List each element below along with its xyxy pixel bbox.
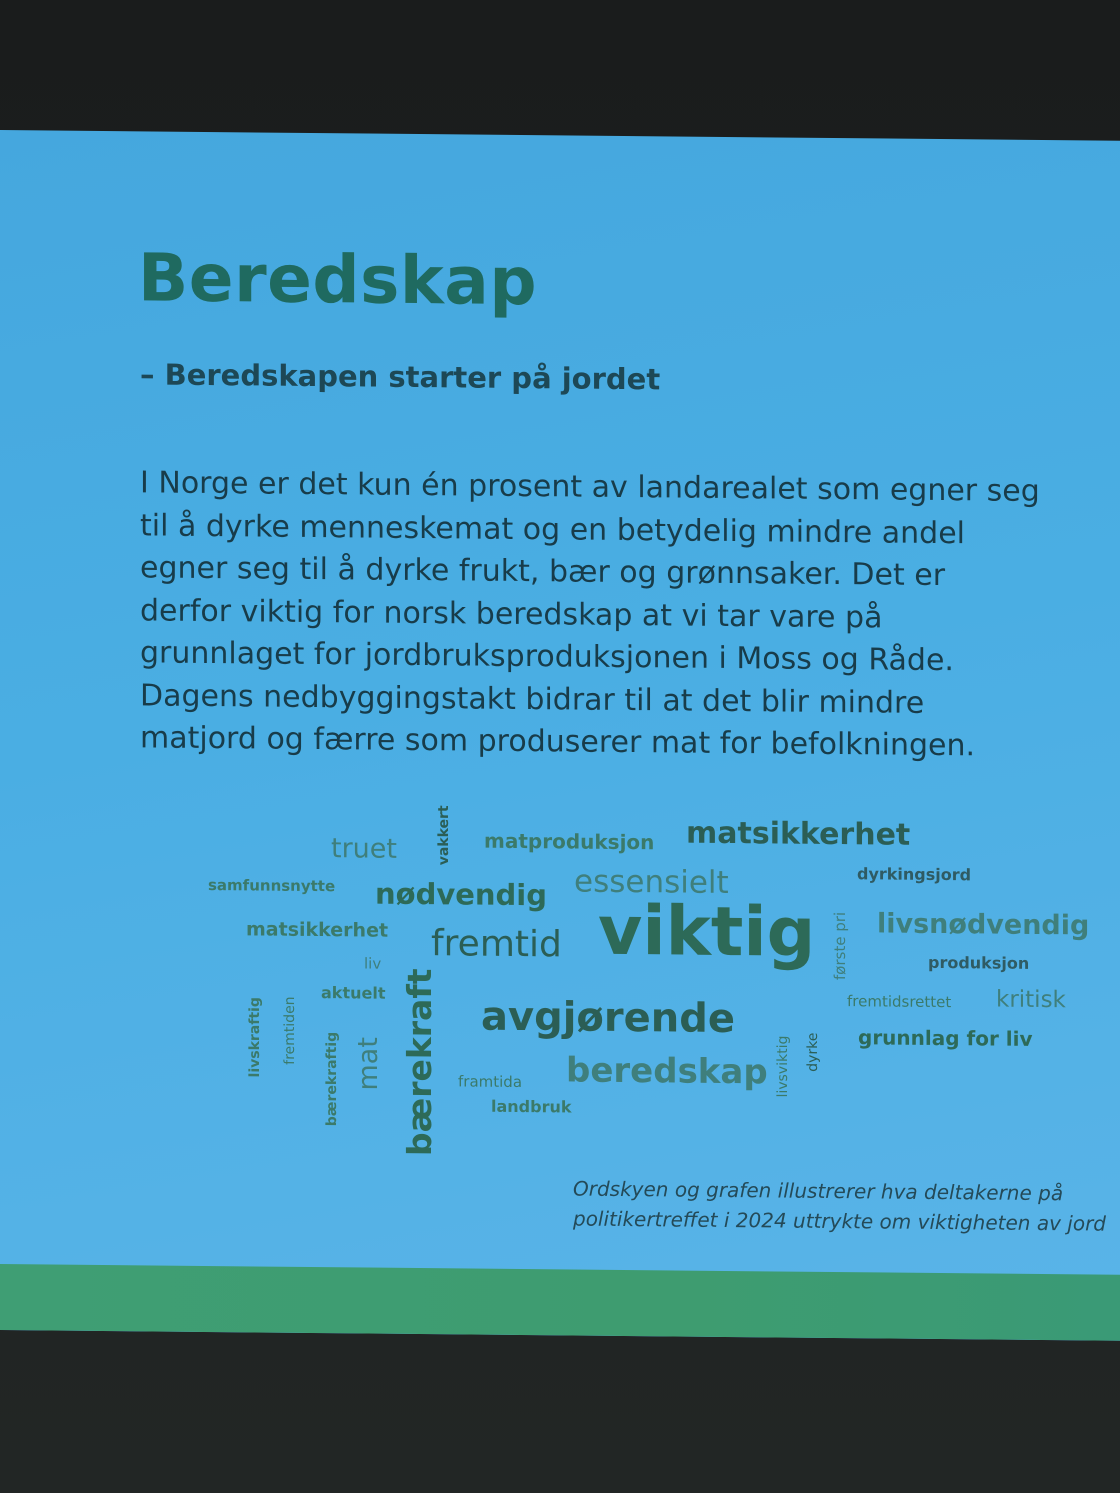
- cloud-word: bærekraft: [400, 968, 439, 1157]
- body-line: matjord og færre som produserer mat for befolkningen.: [140, 720, 976, 764]
- presentation-slide: [0, 130, 1120, 1341]
- cloud-word: avgjørende: [481, 993, 735, 1043]
- cloud-word: fremtidsrettet: [847, 992, 952, 1012]
- body-line: grunnlaget for jordbruksproduksjonen i Moss og Råde.: [140, 635, 954, 679]
- word-cloud: [0, 130, 1120, 1341]
- cloud-word: beredskap: [566, 1050, 768, 1093]
- slide-caption: [573, 1174, 1120, 1239]
- cloud-word: liv: [364, 954, 382, 973]
- cloud-word: samfunnsnytte: [208, 875, 336, 896]
- caption-line: Ordskyen og grafen illustrerer hva deltakerne på: [573, 1176, 1064, 1206]
- cloud-word: grunnlag for liv: [858, 1025, 1033, 1051]
- slide-title: Beredskap: [138, 239, 538, 321]
- cloud-word: matsikkerhet: [246, 918, 389, 942]
- cloud-word: matproduksjon: [484, 828, 655, 855]
- cloud-word: livsviktig: [775, 1035, 791, 1098]
- slide-footer-bar: [0, 1264, 1120, 1341]
- slide-subtitle: – Beredskapen starter på jordet: [140, 357, 661, 397]
- body-line: Dagens nedbyggingstakt bidrar til at det blir mindre: [140, 677, 925, 721]
- cloud-word: første pri: [831, 911, 849, 981]
- cloud-word: viktig: [598, 891, 816, 973]
- body-line: I Norge er det kun én prosent av landarealet som egner seg: [140, 465, 1040, 509]
- cloud-word: framtida: [458, 1072, 523, 1092]
- cloud-word: mat: [353, 1036, 384, 1091]
- cloud-word: fremtid: [431, 923, 562, 966]
- cloud-word: landbruk: [491, 1096, 572, 1117]
- cloud-word: nødvendig: [375, 876, 548, 913]
- cloud-word: vakkert: [436, 805, 452, 866]
- body-line: egner seg til å dyrke frukt, bær og grønnsaker. Det er: [140, 550, 946, 594]
- cloud-word: truet: [331, 833, 397, 865]
- cloud-word: dyrke: [805, 1032, 821, 1072]
- cloud-word: produksjon: [928, 952, 1030, 973]
- cloud-word: fremtiden: [282, 996, 298, 1065]
- cloud-word: livsnødvendig: [877, 908, 1090, 942]
- cloud-word: livskraftig: [247, 997, 263, 1078]
- cloud-word: bærekraftig: [324, 1031, 340, 1127]
- cloud-word: kritisk: [996, 986, 1066, 1014]
- cloud-word: dyrkingsjord: [857, 864, 972, 885]
- body-line: derfor viktig for norsk beredskap at vi tar vare på: [140, 592, 883, 635]
- cloud-word: aktuelt: [321, 983, 386, 1003]
- body-line: til å dyrke menneskemat og en betydelig mindre andel: [140, 507, 965, 551]
- cloud-word: matsikkerhet: [686, 815, 911, 853]
- cloud-word: essensielt: [574, 863, 729, 901]
- caption-line: politikertreffet i 2024 uttrykte om viktigheten av jord: [573, 1206, 1106, 1236]
